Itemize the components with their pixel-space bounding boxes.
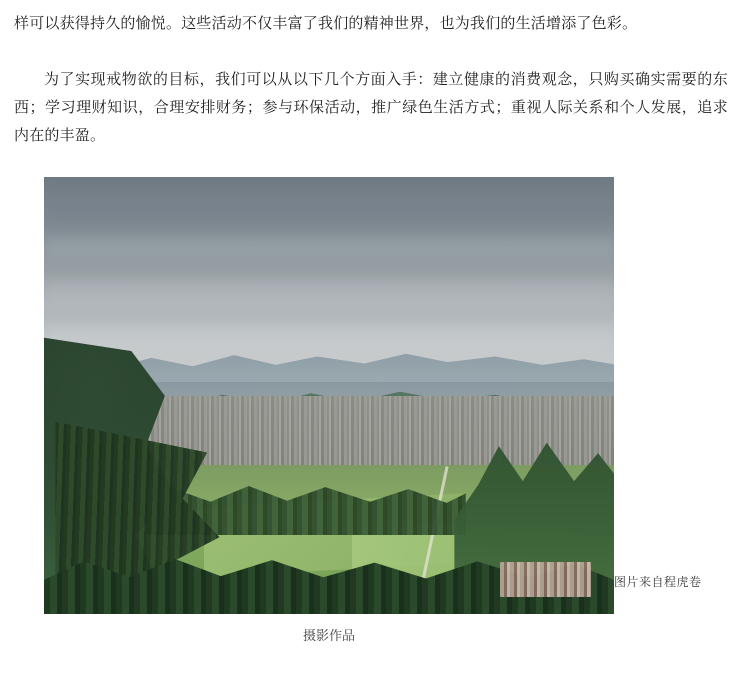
photo-landscape — [44, 177, 614, 614]
cloud-band-4 — [44, 326, 614, 352]
house-cluster — [500, 562, 591, 597]
paragraph-1: 样可以获得持久的愉悦。这些活动不仅丰富了我们的精神世界，也为我们的生活增添了色彩。 — [14, 14, 638, 32]
figure-caption: 摄影作品 — [302, 629, 355, 644]
cloud-band-1 — [44, 194, 614, 220]
cloud-band-2 — [44, 238, 614, 260]
cloud-band-3 — [44, 282, 614, 313]
image-watermark: 图片来自程虎卷 — [614, 575, 702, 589]
paragraph-2: 为了实现戒物欲的目标，我们可以从以下几个方面入手：建立健康的消费观念，只购买确实需要的东西；学习理财知识，合理安排财务；参与环保活动，推广绿色生活方式；重视人际关系和个人发展，追求内在的丰盈。 — [14, 70, 728, 144]
figure-container — [14, 177, 728, 644]
